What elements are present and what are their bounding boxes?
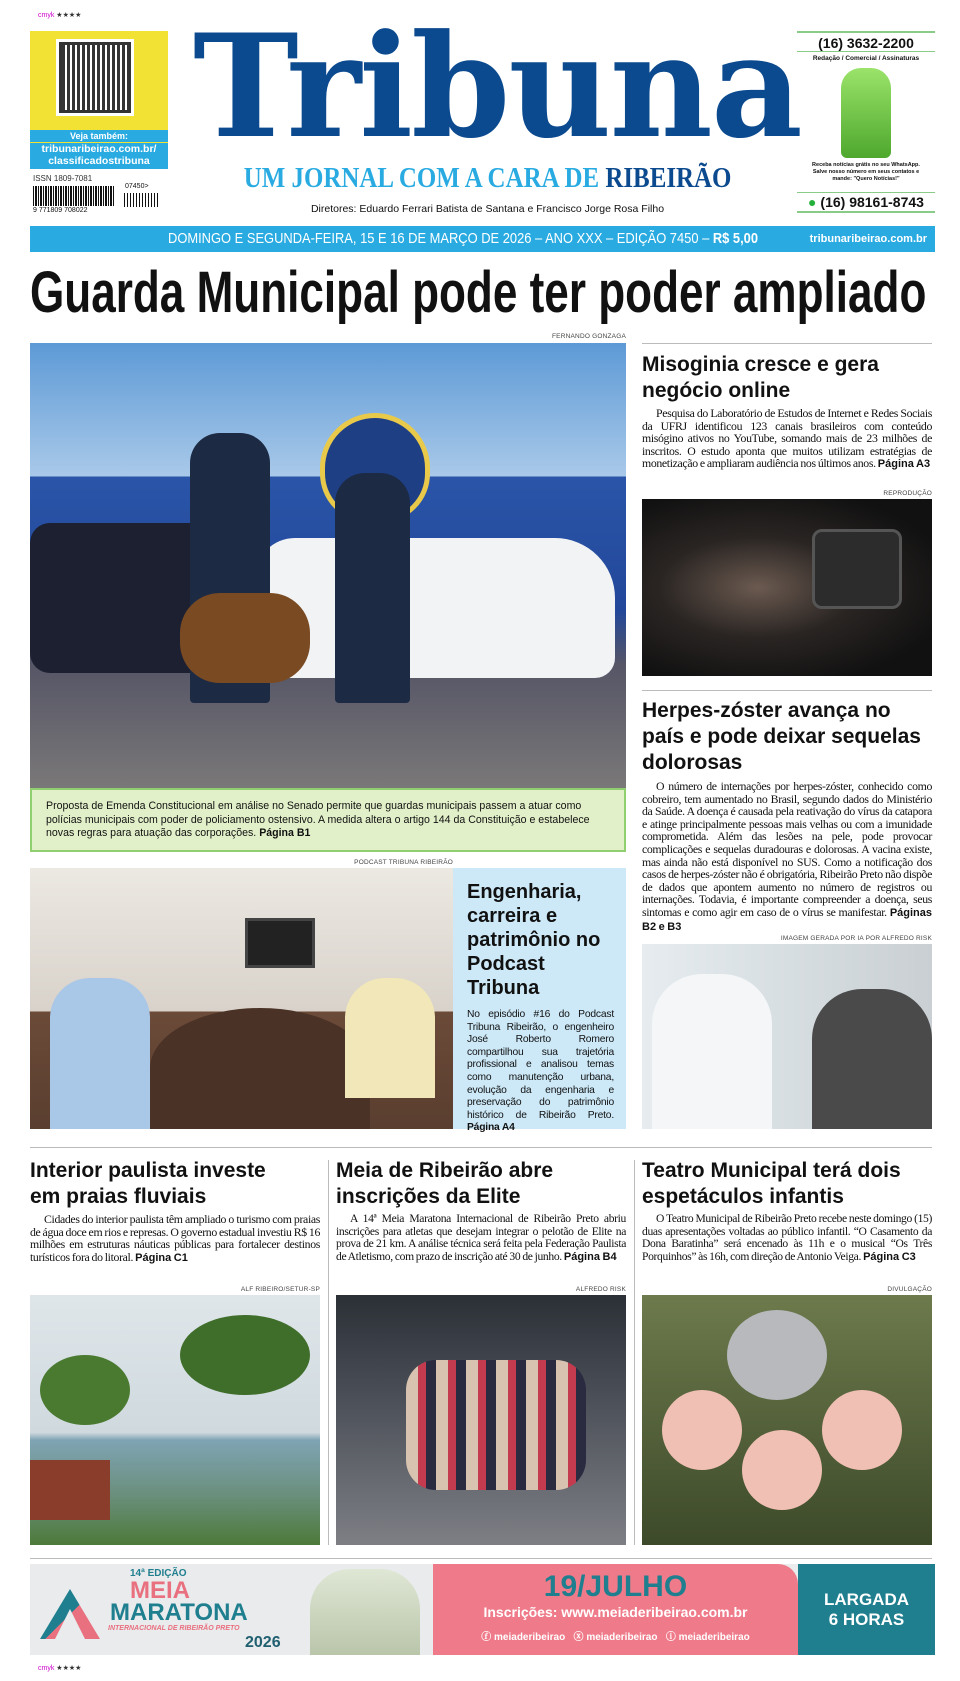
stars-mark: ★★★★	[56, 1665, 82, 1672]
x-icon: ⓧ	[573, 1632, 584, 1643]
page-ref[interactable]: Página B4	[563, 1250, 617, 1263]
doctor-figure	[652, 974, 772, 1129]
website-link[interactable]: tribunaribeirao.com.br	[809, 233, 927, 245]
ad-start-time: LARGADA 6 HORAS	[798, 1564, 935, 1655]
qr-code-icon	[56, 39, 134, 116]
stars-mark: ★★★★	[56, 12, 82, 19]
story-river-beaches	[30, 1158, 320, 1264]
studio-table	[150, 1008, 370, 1129]
page-ref[interactable]: Página C3	[863, 1250, 916, 1263]
podcast-body: No episódio #16 do Podcast Tribuna Ribeirão, o engenheiro José Roberto Romero compartilhou sua trajetória profissional e analisou temas como manutenção urbana, evolução da engenharia e preservação do patrimônio histórico de Ribeirão Preto. Página A4	[467, 1009, 614, 1134]
newspaper-logo: Tribuna	[193, 4, 801, 170]
barcode-addon: 07450>	[125, 183, 149, 190]
print-marks	[38, 11, 81, 19]
cmyk-mark: cmyk	[38, 12, 55, 19]
story-body: A 14ª Meia Maratona Internacional de Ribeirão Preto abriu inscrições para atletas que desejam integrar o pelotão de Elite na prova de 21 km. A análise técnica será feita pela Federação Paulista de Atletismo, com prazo de inscrição até 30 de junho. Página B4	[336, 1212, 626, 1263]
departments-label: Redação / Comercial / Assinaturas	[812, 55, 920, 62]
tagline: UM JORNAL COM A CARA DE RIBEIRÃO	[243, 162, 732, 194]
photo-credit: FERNANDO GONZAGA	[552, 333, 626, 340]
misogyny-photo[interactable]	[642, 499, 932, 676]
page-ref[interactable]: Página B1	[259, 827, 311, 839]
river-beach-photo[interactable]	[30, 1295, 320, 1545]
theater-photo[interactable]	[642, 1295, 932, 1545]
barcode-addon-icon	[124, 193, 160, 207]
photo-credit: REPRODUÇÃO	[883, 490, 932, 497]
divider	[642, 343, 932, 344]
marathon-logo-icon	[40, 1589, 100, 1639]
patient-figure	[812, 989, 932, 1129]
wolf-costume	[727, 1310, 827, 1400]
see-also-label: Veja também:	[30, 130, 168, 142]
lead-headline[interactable]: Guarda Municipal pode ter poder ampliado	[30, 260, 927, 325]
studio-screen	[245, 918, 315, 968]
half-marathon-ad[interactable]	[30, 1564, 935, 1655]
palm-tree	[180, 1315, 310, 1395]
camera-image	[812, 529, 902, 609]
instagram-icon: ⓘ	[665, 1632, 676, 1643]
ad-subtitle: INTERNACIONAL DE RIBEIRÃO PRETO	[108, 1625, 240, 1632]
story-body: O número de internações por herpes-zóster, conhecido como cobreiro, tem aumentado no Brasil, segundo dados do Ministério da Saúde. A doença é causada pela reativação do vírus da catapora e atinge principalmente pessoas mais velhas ou com a imunidade comprometida. Além das lesões na pele, pode provocar complicações e sequelas duradouras e dolorosas. A vacina existe, mas ainda não está disponível no SUS. Como a notificação dos casos de herpes-zóster não é obrigatória, Ribeirão Preto não dispõe de dados que apontem aumento no número de registros ou internações. Todavia, é importante compreender a doença, seus sintomas e como agir em caso de o vírus se manifestar. Páginas B2 e B3	[642, 779, 932, 933]
runners-group	[406, 1360, 586, 1490]
patrol-car-image	[255, 538, 615, 678]
pig-costume	[822, 1390, 902, 1470]
column-divider	[634, 1160, 635, 1545]
contact-box	[797, 31, 935, 213]
story-headline[interactable]: Meia de Ribeirão abre inscrições da Elite	[336, 1159, 554, 1208]
marathon-photo[interactable]	[336, 1295, 626, 1545]
barcode-icon	[33, 186, 115, 206]
photo-credit: DIVULGAÇÃO	[887, 1286, 932, 1293]
dinosaur-image	[310, 1569, 420, 1655]
story-headline[interactable]: Herpes-zóster avança no país e pode deixar sequelas dolorosas	[642, 699, 921, 774]
page-ref[interactable]: Página C1	[135, 1251, 188, 1264]
lead-photo-guards[interactable]	[30, 343, 626, 788]
instagram-handle[interactable]: meiaderibeirao	[678, 1632, 750, 1643]
column-divider	[328, 1160, 329, 1545]
story-herpes	[642, 698, 932, 933]
story-headline[interactable]: Interior paulista investe em praias fluviais	[30, 1159, 266, 1208]
ad-date: 19/JULHO	[543, 1570, 688, 1603]
police-dog	[180, 593, 310, 683]
whatsapp-promo: Receba notícias grátis no seu WhatsApp. Salve nosso número em seus contatos e mande: "Quero Notícias!"	[812, 162, 920, 182]
guard-figure	[335, 473, 410, 703]
x-handle[interactable]: meiaderibeirao	[586, 1632, 658, 1643]
pig-costume	[742, 1430, 822, 1510]
kiosk	[30, 1460, 110, 1520]
pig-costume	[662, 1390, 742, 1470]
podcast-headline[interactable]: Engenharia, carreira e patrimônio no Podcast Tribuna	[467, 881, 601, 999]
classifieds-link[interactable]: tribunaribeirao.com.br/ classificadostribuna	[30, 143, 168, 169]
photo-credit: PODCAST TRIBUNA RIBEIRÃO	[354, 859, 453, 866]
story-body: O Teatro Municipal de Ribeirão Preto recebe neste domingo (15) duas apresentações voltadas ao público infantil. “O Casamento da Dona Baratinha” será encenado às 11h e o musical “Os Três Porquinhos” às 16h, com direção de Antonio Veiga. Página C3	[642, 1212, 932, 1263]
lead-caption: Proposta de Emenda Constitucional em análise no Senado permite que guardas municipais passem a atuar como polícias municipais com poder de policiamento ostensivo. A medida altera o artigo 144 da Constituição e estabelece novas regras para atuação das corporações. Página B1	[30, 788, 626, 852]
photo-credit: IMAGEM GERADA POR IA POR ALFREDO RISK	[780, 935, 932, 942]
divider	[30, 1558, 932, 1559]
story-body: Pesquisa do Laboratório de Estudos de Internet e Redes Sociais da UFRJ identificou 123 canais brasileiros com conteúdo misógino ativos no YouTube, somando mais de 23 milhões de inscritos. O estudo aponta que muitos utilizam estratégias de monetização e ampliaram audiência nos últimos anos. Página A3	[642, 406, 932, 471]
classifieds-qr-box[interactable]	[30, 31, 168, 169]
ad-year: 2026	[245, 1634, 281, 1651]
podcast-story	[453, 868, 626, 1134]
story-headline[interactable]: Misoginia cresce e gera negócio online	[642, 353, 879, 402]
guest-figure	[345, 978, 435, 1098]
facebook-handle[interactable]: meiaderibeirao	[494, 1632, 566, 1643]
ad-title: MEIA	[130, 1577, 190, 1604]
dateline-bar	[30, 226, 935, 252]
barcode-number: 9 771809 708022	[33, 207, 88, 214]
herpes-photo[interactable]	[642, 944, 932, 1129]
ad-edition: 14ª EDIÇÃO	[130, 1568, 187, 1579]
divider	[642, 690, 932, 691]
story-theater	[642, 1158, 932, 1263]
dateline-text: DOMINGO E SEGUNDA-FEIRA, 15 E 16 DE MARÇO DE 2026 – ANO XXX – EDIÇÃO 7450 –	[168, 230, 713, 247]
directors-line: Diretores: Eduardo Ferrari Batista de Santana e Francisco Jorge Rosa Filho	[310, 203, 665, 215]
page-ref[interactable]: Páginas B2 e B3	[642, 906, 932, 933]
ad-title: MARATONA	[110, 1599, 248, 1626]
whatsapp-icon: ●	[808, 194, 817, 210]
newsroom-phone[interactable]: (16) 3632-2200	[797, 33, 935, 52]
palm-tree	[40, 1355, 130, 1425]
guest-figure	[50, 978, 150, 1129]
photo-credit: ALFREDO RISK	[575, 1286, 626, 1293]
story-body: Cidades do interior paulista têm ampliado o turismo com praias de água doce em rios e represas. O governo estadual investiu R$ 16 milhões em estruturas náuticas públicas para fortalecer destinos turísticos fora do litoral. Página C1	[30, 1212, 320, 1264]
divider	[30, 1147, 932, 1148]
story-half-marathon	[336, 1158, 626, 1263]
photo-credit: ALF RIBEIRO/SETUR-SP	[240, 1286, 320, 1293]
page-ref[interactable]: Página A3	[877, 458, 931, 471]
cmyk-mark: cmyk	[38, 1665, 55, 1672]
podcast-photo[interactable]	[30, 868, 453, 1129]
story-misogyny	[642, 352, 932, 471]
mascot-dinosaur-image	[841, 68, 891, 158]
print-marks-bottom	[38, 1664, 81, 1672]
facebook-icon: ⓕ	[481, 1632, 492, 1643]
ad-info-panel	[433, 1564, 798, 1655]
story-headline[interactable]: Teatro Municipal terá dois espetáculos infantis	[642, 1159, 901, 1208]
ad-registration-link[interactable]: Inscrições: www.meiaderibeirao.com.br	[483, 1604, 748, 1620]
whatsapp-phone[interactable]: ● (16) 98161-8743	[797, 192, 935, 210]
ad-socials	[433, 1628, 798, 1643]
price: R$ 5,00	[712, 230, 759, 247]
page-ref[interactable]: Página A4	[467, 1122, 515, 1134]
issn: ISSN 1809-7081	[33, 174, 93, 183]
